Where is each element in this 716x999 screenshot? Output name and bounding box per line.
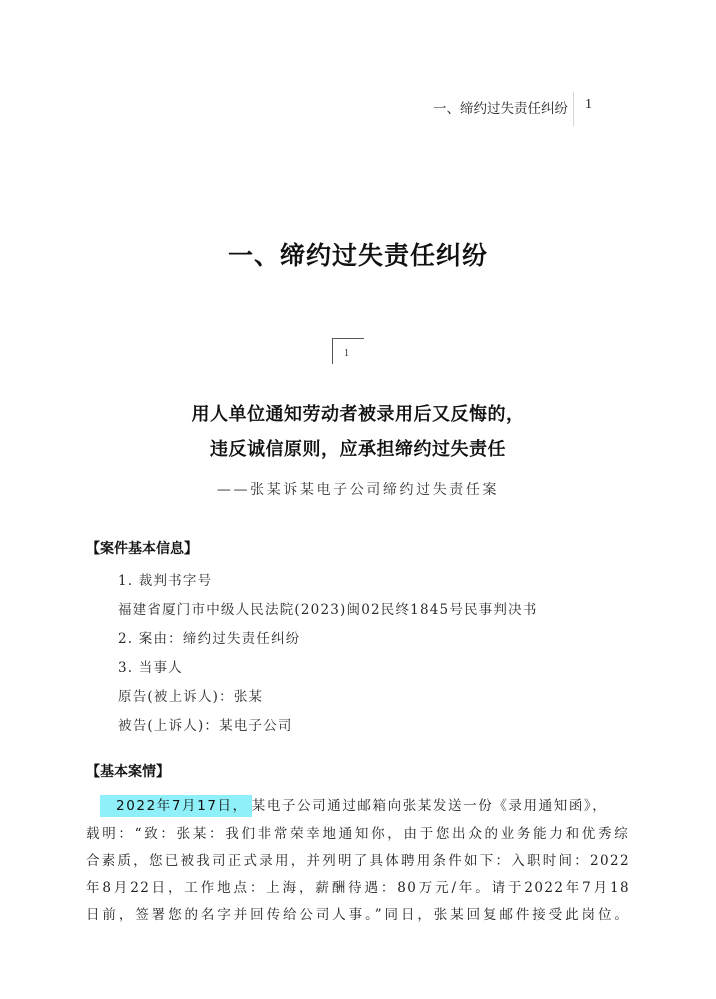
paragraph-line-4: 年8月22日，工作地点：上海，薪酬待遇：80万元/年。请于2022年7月18: [86, 880, 630, 896]
info-line-defendant: 被告(上诉人)：某电子公司: [118, 718, 293, 734]
running-header-title: 一、缔约过失责任纠纷: [433, 101, 568, 117]
info-line-judgment-number: 福建省厦门市中级人民法院(2023)闽02民终1845号民事判决书: [118, 602, 538, 618]
info-line-cause: 2. 案由：缔约过失责任纠纷: [118, 631, 301, 647]
paragraph-line-1: [100, 794, 630, 814]
case-number: 1: [344, 348, 349, 359]
info-line-parties-label: 3. 当事人: [118, 660, 183, 676]
case-subtitle: ——张某诉某电子公司缔约过失责任案: [216, 482, 500, 498]
case-title-line-1: 用人单位通知劳动者被录用后又反悔的，: [191, 404, 525, 425]
paragraph-line-3: 合素质，您已被我司正式录用，并列明了具体聘用条件如下：入职时间：2022: [86, 853, 630, 869]
paragraph-line-1-text: 某电子公司通过邮箱向张某发送一份《录用通知函》，: [251, 798, 608, 814]
running-header-divider: [573, 92, 574, 126]
chapter-title: 一、缔约过失责任纠纷: [227, 241, 488, 270]
paragraph-line-2: 载明：“致：张某：我们非常荣幸地通知你，由于您出众的业务能力和优秀综: [86, 826, 630, 842]
paragraph-line-5: 日前，签署您的名字并回传给公司人事。”同日，张某回复邮件接受此岗位。: [86, 907, 630, 923]
case-title-line-2: 违反诚信原则，应承担缔约过失责任: [210, 439, 506, 460]
info-line-plaintiff: 原告(被上诉人)：张某: [118, 689, 264, 705]
running-header: [0, 92, 716, 126]
highlighted-date: 2022年7月17日，: [100, 795, 252, 817]
section-heading-basic-info: 【案件基本信息】: [86, 541, 198, 557]
section-heading-case-facts: 【基本案情】: [86, 764, 170, 780]
info-line-judgment-label: 1. 裁判书字号: [118, 573, 213, 589]
case-number-box: [332, 338, 364, 364]
page-number: 1: [585, 97, 592, 112]
